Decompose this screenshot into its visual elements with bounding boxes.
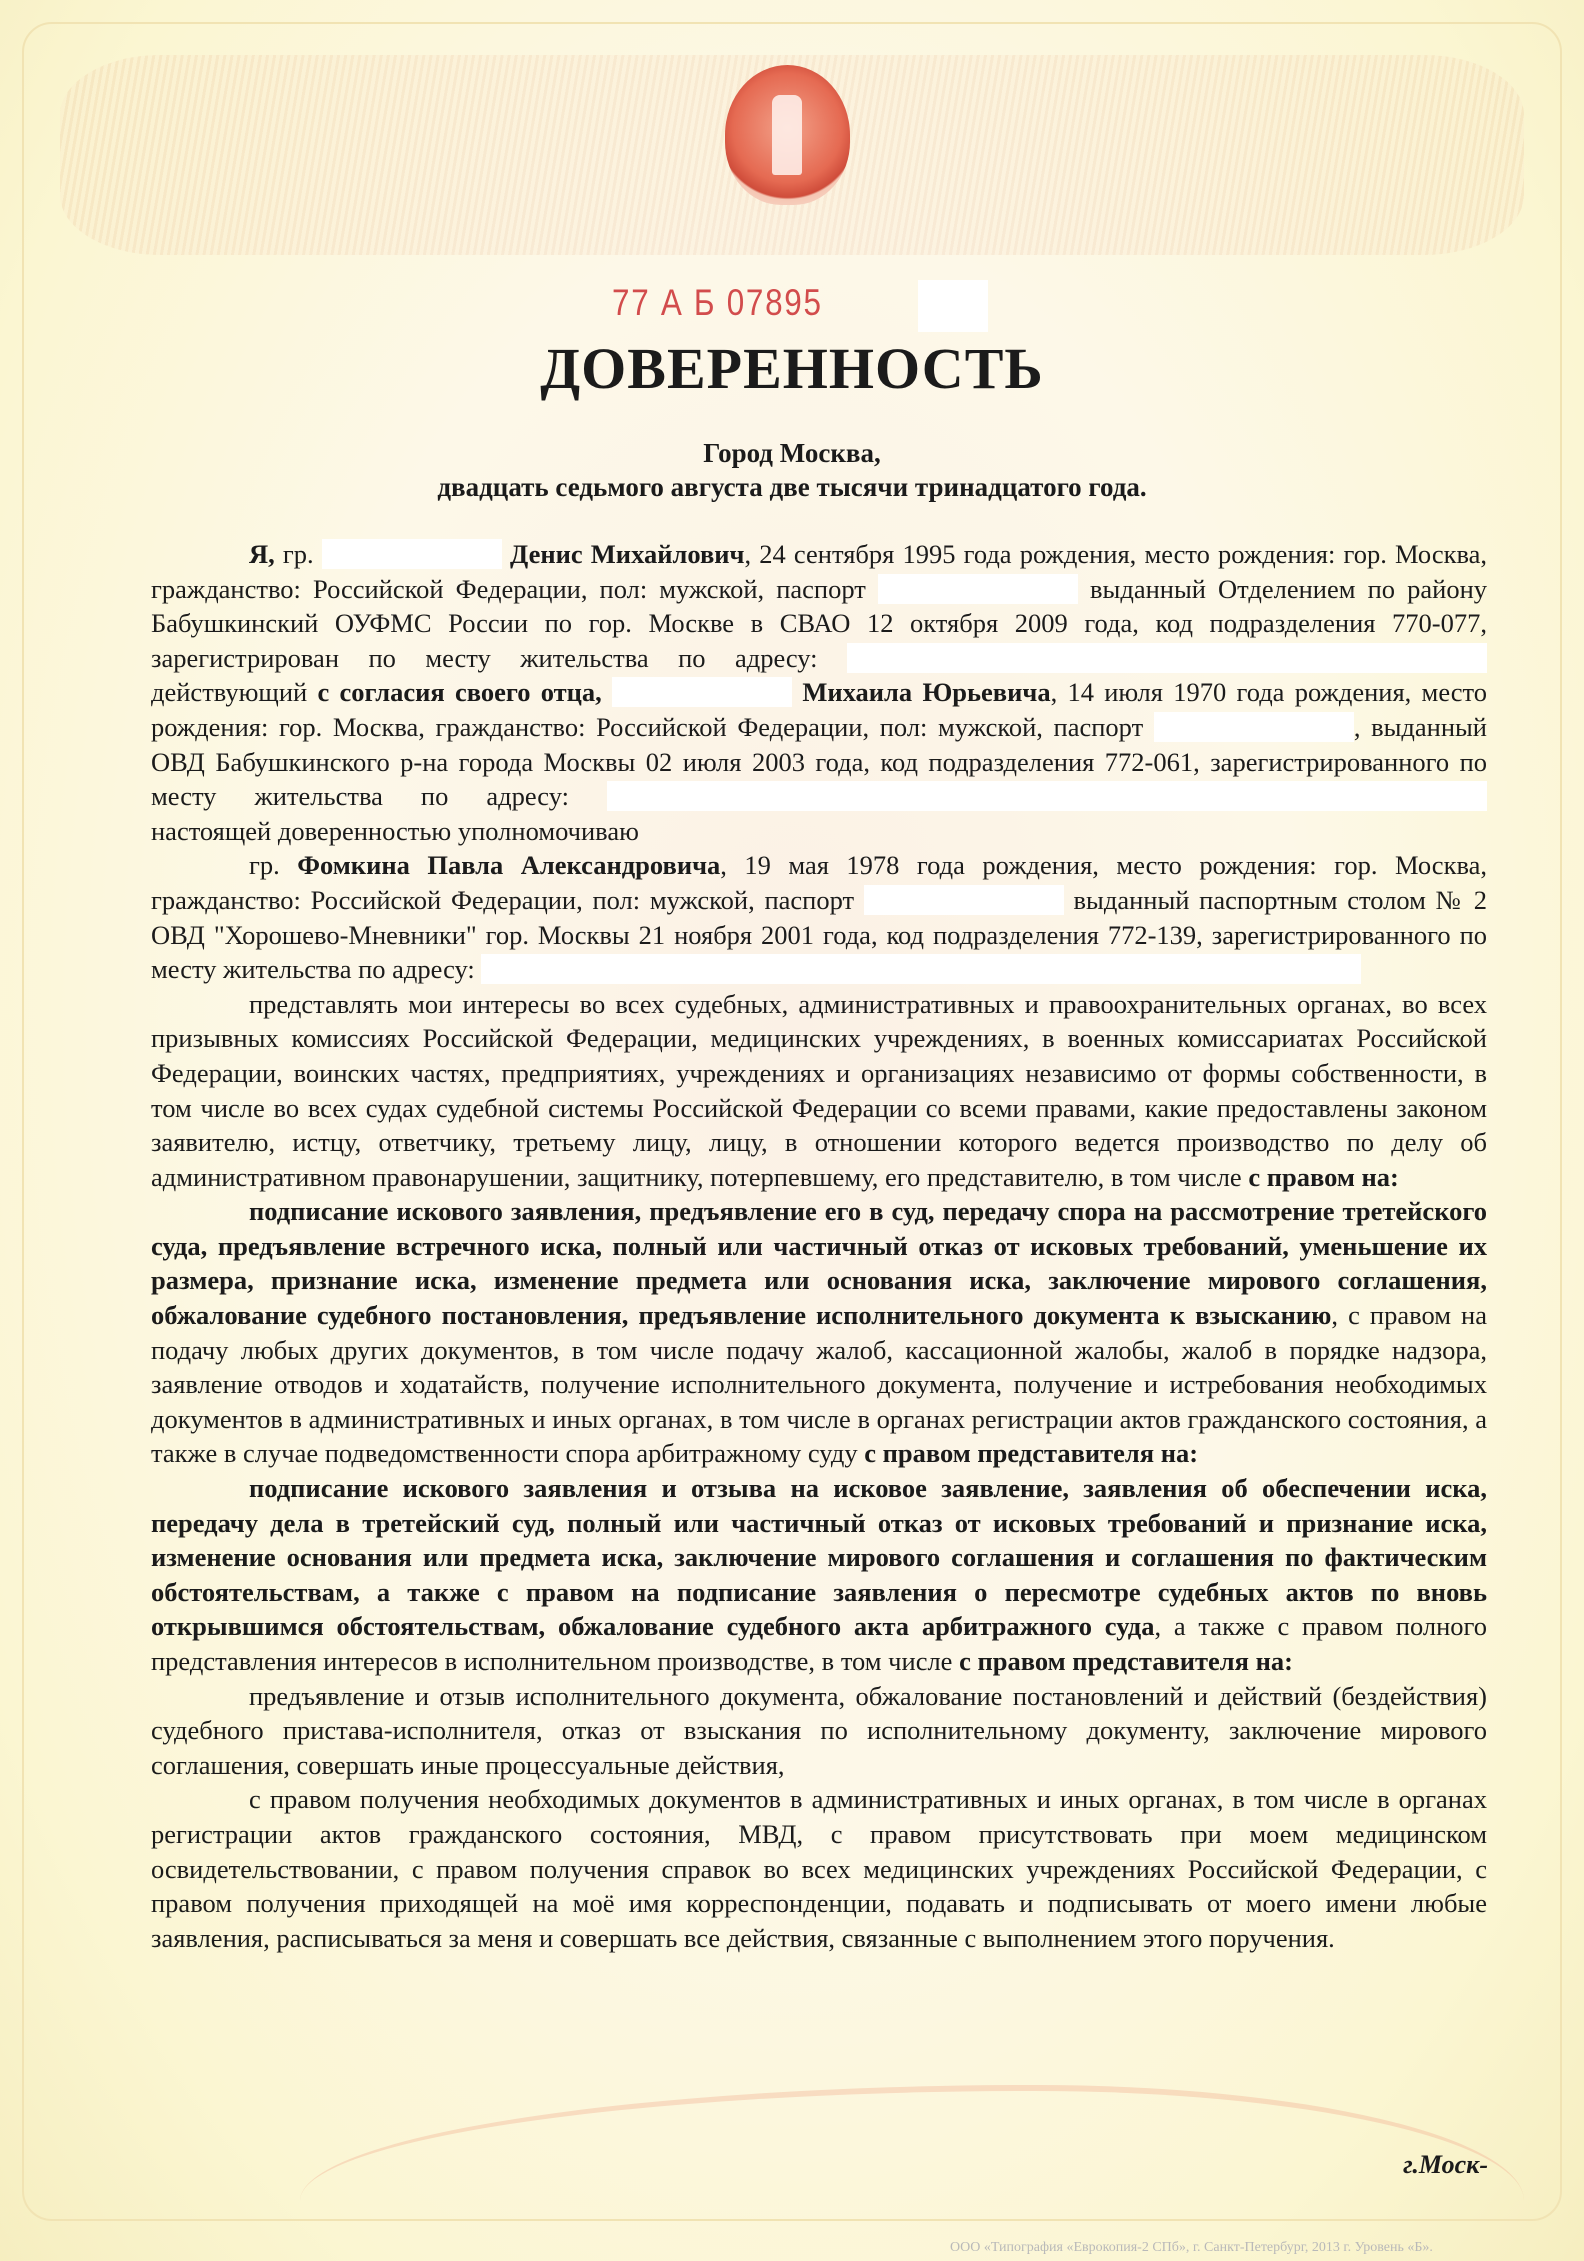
seal-column xyxy=(772,95,802,175)
notary-seal-emblem xyxy=(725,65,850,205)
document-title: ДОВЕРЕННОСТЬ xyxy=(540,336,1044,401)
paragraph xyxy=(151,1194,1487,1471)
text: , 14 июля 1970 года рождения, место рождения: гор. Москва, гражданство: Российской Федерации, пол: мужской, паспорт xyxy=(151,677,1487,742)
text: гр. xyxy=(249,850,298,881)
redaction xyxy=(918,280,988,332)
bold-text: подписание искового заявления и отзыва на исковое заявление, заявления об обеспечении иска, передачу дела в третейский суд, полный или частичный отказ от исковых требований и признание иска, изменение основания или предмета иска, заключение мирового соглашения и соглашения по фактическим обстоятельствам, а также с правом на подписание заявления о пересмотре судебных актов по вновь открывшимся обстоятельствам, обжалование судебного акта арбитражного суда xyxy=(151,1473,1487,1642)
bold-text: Денис Михайлович xyxy=(510,539,745,569)
redaction xyxy=(607,781,1487,811)
bold-text: с правом представителя на: xyxy=(959,1646,1293,1676)
redaction xyxy=(864,885,1064,915)
paragraph xyxy=(151,1471,1487,1679)
bold-text: с правом представителя на: xyxy=(864,1438,1199,1469)
ornament-wave xyxy=(300,2085,1524,2201)
text: , выданный ОВД Бабушкинского р-на города Москвы 02 июля 2003 года, код подразделения 772-061, зарегистрированного по месту жительства по адресу: xyxy=(151,711,1487,812)
redaction xyxy=(481,954,1361,984)
paragraph xyxy=(151,987,1487,1195)
bold-text: Фомкина Павла Александровича xyxy=(297,850,721,881)
text: предъявление и отзыв исполнительного документа, обжалование постановлений и действий (бездействия) судебного пристава-исполнителя, отказ от взыскания по исполнительному документу, заключение мирового соглашения, совершать иные процессуальные действия, xyxy=(151,1680,1487,1780)
bold-text: с согласия своего отца, xyxy=(317,677,613,708)
bold-text: подписание искового заявления, предъявление его в суд, передачу спора на рассмотрение третейского суда, предъявление встречного иска, полный или частичный отказ от исковых требований, уменьшение их размера, признание иска, изменение предмета или основания иска, заключение мирового соглашения, обжалование судебного постановления, предъявление исполнительного документа к взысканию xyxy=(151,1196,1487,1331)
text: , 24 сентября 1995 года рождения, место рождения: гор. Москва, гражданство: Российской Федерации, пол: мужской, паспорт xyxy=(151,539,1488,604)
redaction xyxy=(878,574,1078,604)
redaction xyxy=(847,643,1487,673)
continuation-text: г.Моск- xyxy=(1403,2150,1488,2179)
blank-number: 77 А Б 07895 xyxy=(612,282,823,323)
bold-text: Я, xyxy=(249,539,275,569)
bold-text: с правом на: xyxy=(1248,1161,1399,1192)
text: действующий xyxy=(151,677,318,708)
text: с правом получения необходимых документов в административных и иных органах, в том числе в органах регистрации актов гражданского состояния, МВД, с правом присутствовать при моем медицинском освидетельствовании, с правом получения справок во всех медицинских учреждениях Российской Федерации, с правом получения приходящей на моё имя корреспонденции, подавать и подписывать от моего имени любые заявления, расписываться за меня и совершать все действия, связанные с выполнением этого поручения. xyxy=(151,1784,1487,1953)
paragraph xyxy=(151,848,1487,986)
text xyxy=(502,539,510,569)
redaction xyxy=(1154,712,1354,742)
paragraph xyxy=(151,1679,1487,1783)
text: , 19 мая 1978 года рождения, место рождения: гор. Москва, гражданство: Российской Федерации, пол: мужской, паспорт xyxy=(151,850,1487,915)
place-date xyxy=(0,436,1584,504)
redaction xyxy=(322,539,502,569)
text: выданный Отделением по району Бабушкинский ОУФМС России по гор. Москве в СВАО 12 октября 2009 года, код подразделения 770-077, зарегистрирован по месту жительства по адресу: xyxy=(151,573,1487,673)
text: , а также с правом полного представления интересов в исполнительном производстве, в том числе xyxy=(151,1611,1488,1676)
text: выданный паспортным столом № 2 ОВД "Хорошево-Мневники" гор. Москвы 21 ноября 2001 года, код подразделения 772-139, зарегистрированного по месту жительства по адресу: xyxy=(151,884,1487,985)
text xyxy=(792,677,802,707)
bold-text: Михаила Юрьевича xyxy=(802,677,1051,708)
paragraph xyxy=(151,537,1487,848)
paragraph xyxy=(151,1782,1487,1955)
text: гр. xyxy=(274,539,322,569)
text: представлять мои интересы во всех судебных, административных и правоохранительных органах, во всех призывных комиссиях Российской Федерации, медицинских учреждениях, в военных комиссариатах Российской Федерации, воинских частях, предприятиях, учреждениях и организациях независимо от формы собственности, в том числе во всех судах судебной системы Российской Федерации со всеми правами, какие предоставлены законом заявителю, истцу, ответчику, третьему лицу, лицу, в отношении которого ведется производство по делу об административном правонарушении, защитнику, потерпевшему, его представителю, в том числе xyxy=(151,988,1487,1192)
text: , с правом на подачу любых других документов, в том числе подачу жалоб, кассационной жалобы, жалоб в порядке надзора, заявление отводов и ходатайств, получение исполнительного документа, получение и истребования необходимых документов в административных и иных органах, в том числе в органах регистрации актов гражданского состояния, а также в случае подведомственности спора арбитражному суду xyxy=(151,1300,1487,1469)
place: Город Москва, xyxy=(703,438,881,468)
text: настоящей доверенностью уполномочиваю xyxy=(151,815,639,846)
redaction xyxy=(612,677,792,707)
date: двадцать седьмого августа две тысячи тринадцатого года. xyxy=(437,472,1147,502)
document-body xyxy=(151,537,1487,1955)
printer-note: ООО «Типография «Еврокопия-2 СПб», г. Санкт-Петербург, 2013 г. Уровень «Б». xyxy=(950,2240,1433,2255)
